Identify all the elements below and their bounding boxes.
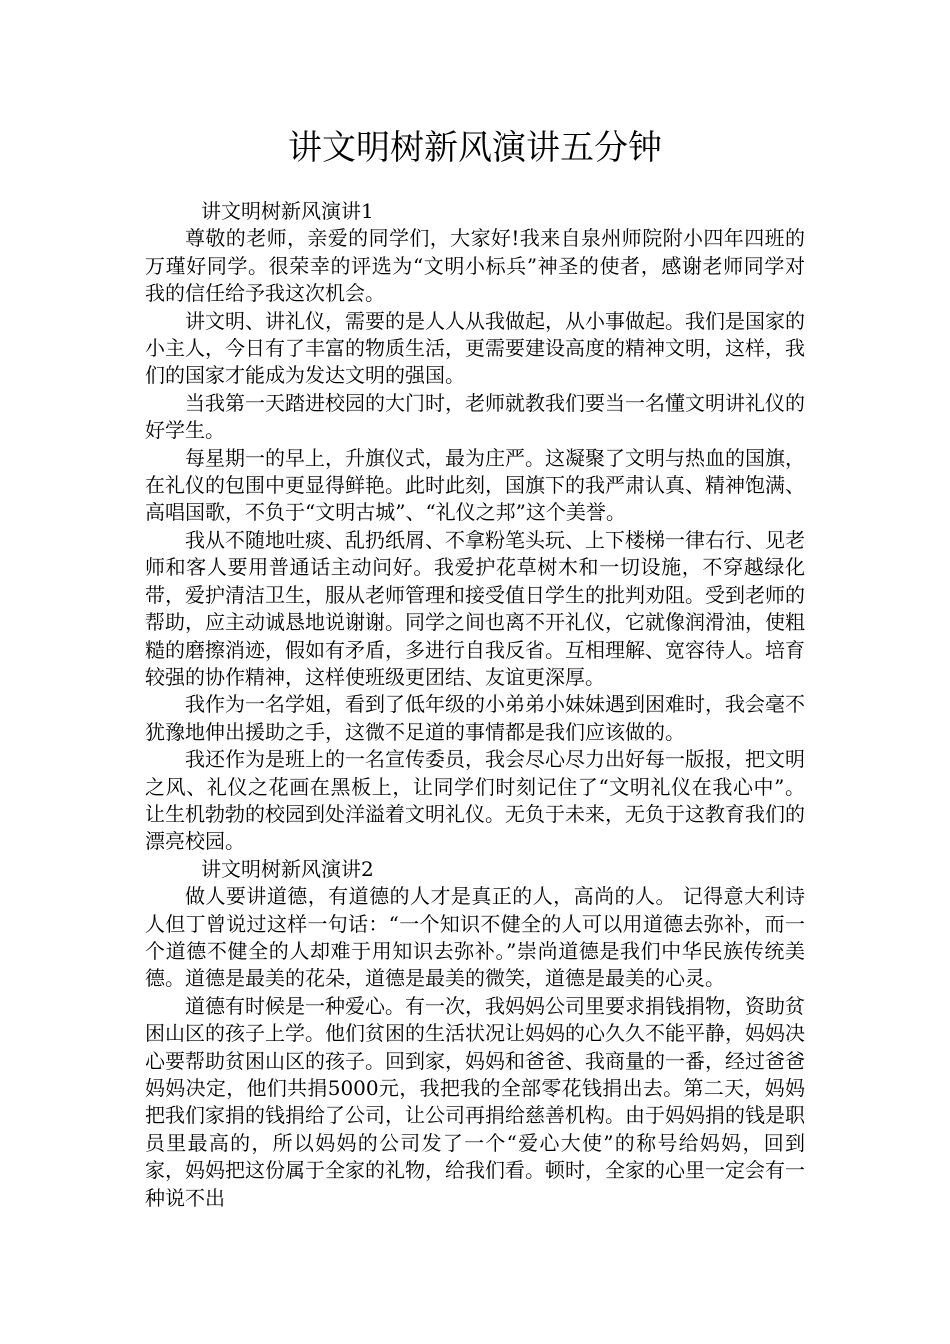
paragraph: 道德有时候是一种爱心。有一次，我妈妈公司里要求捐钱捐物，资助贫困山区的孩子上学。他们贫困的生活状况让妈妈的心久久不能平静，妈妈决心要帮助贫困山区的孩子。回到家，妈妈和爸爸、我商量的一番，经过爸爸妈妈决定，他们共捐5000元，我把我的全部零花钱捐出去。第二天，妈妈把我们家捐的钱捐给了公司，让公司再捐给慈善机构。由于妈妈捐的钱是职员里最高的，所以妈妈的公司发了一个“爱心大使”的称号给妈妈，回到家，妈妈把这份属于全家的礼物，给我们看。顿时，全家的心里一定会有一种说不出 (145, 993, 805, 1210)
document-title: 讲文明树新风演讲五分钟 (288, 128, 662, 168)
paragraph: 我作为一名学姐，看到了低年级的小弟弟小妹妹遇到困难时，我会毫不犹豫地伸出援助之手，这微不足道的事情都是我们应该做的。 (145, 692, 805, 744)
section-heading: 讲文明树新风演讲1 (201, 199, 374, 223)
paragraph: 我还作为是班上的一名宣传委员，我会尽心尽力出好每一版报，把文明之风、礼仪之花画在黑板上，让同学们时刻记住了“文明礼仪在我心中”。让生机勃勃的校园到处洋溢着文明礼仪。无负于未来，无负于这教育我们的漂亮校园。 (145, 747, 805, 854)
document-body (145, 198, 805, 1212)
paragraph: 当我第一天踏进校园的大门时，老师就教我们要当一名懂文明讲礼仪的好学生。 (145, 390, 805, 443)
section-heading: 讲文明树新风演讲2 (201, 856, 374, 881)
paragraph: 每星期一的早上，升旗仪式，最为庄严。这凝聚了文明与热血的国旗，在礼仪的包围中更显得鲜艳。此时此刻，国旗下的我严肃认真、精神饱满、高唱国歌，不负于“文明古城”、“礼仪之邦”这个美誉。 (145, 445, 805, 525)
paragraph: 我从不随地吐痰、乱扔纸屑、不拿粉笔头玩、上下楼梯一律右行、见老师和客人要用普通话主动问好。我爱护花草树木和一切设施，不穿越绿化带，爱护清洁卫生，服从老师管理和接受值日学生的批判劝阻。受到老师的帮助，应主动诚恳地说谢谢。同学之间也离不开礼仪，它就像润滑油，使粗糙的磨擦消迹，假如有矛盾，多进行自我反省。互相理解、宽容待人。培育较强的协作精神，这样使班级更团结、友谊更深厚。 (145, 527, 805, 689)
paragraph: 讲文明、讲礼仪，需要的是人人从我做起，从小事做起。我们是国家的小主人，今日有了丰富的物质生活，更需要建设高度的精神文明，这样，我们的国家才能成为发达文明的强国。 (145, 308, 805, 388)
paragraph: 尊敬的老师，亲爱的同学们，大家好!我来自泉州师院附小四年四班的万瑾好同学。很荣幸的评选为“文明小标兵”神圣的使者，感谢老师同学对我的信任给予我这次机会。 (145, 226, 805, 306)
paragraph: 做人要讲道德，有道德的人才是真正的人，高尚的人。 记得意大利诗人但丁曾说过这样一句话：“一个知识不健全的人可以用道德去弥补，而一个道德不健全的人却难于用知识去弥补。”崇尚道德是我们中华民族传统美德。道德是最美的花朵，道德是最美的微笑，道德是最美的心灵。 (145, 884, 805, 991)
